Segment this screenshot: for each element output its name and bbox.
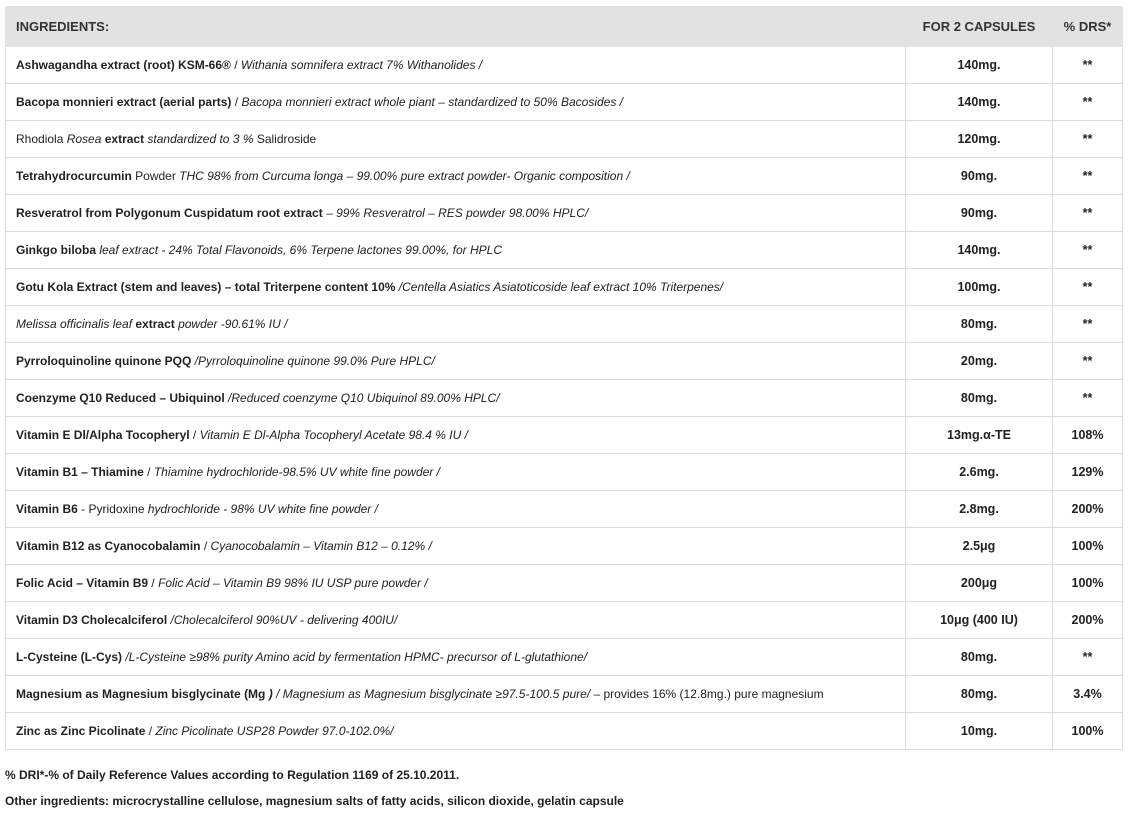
ingredient-text-part: Folic Acid – Vitamin B9 98% IU USP pure powder / [158,576,428,590]
table-row [6,380,1123,417]
ingredient-cell [6,676,906,713]
table-row [6,343,1123,380]
ingredient-text-part: Rhodiola [16,132,67,146]
amount-cell: 10mg. [906,713,1053,750]
ingredient-cell [6,380,906,417]
drs-cell: 200% [1053,602,1123,639]
drs-cell: 100% [1053,528,1123,565]
ingredient-text-part: Ashwagandha extract (root) KSM-66® [16,58,231,72]
ingredient-text-part: Ginkgo biloba [16,243,96,257]
ingredients-table [5,6,1123,750]
amount-cell: 90mg. [906,195,1053,232]
table-row [6,84,1123,121]
header-ingredients: INGREDIENTS: [6,7,906,47]
amount-cell: 80mg. [906,676,1053,713]
ingredients-table-container [5,6,1122,750]
footnote-other-ingredients: Other ingredients: microcrystalline cellulose, magnesium salts of fatty acids, silicon dioxide, gelatin capsule [5,794,624,808]
ingredient-text-part: / [230,58,241,72]
ingredient-cell [6,232,906,269]
amount-cell: 2.6mg. [906,454,1053,491]
drs-cell: ** [1053,306,1123,343]
drs-cell: 200% [1053,491,1123,528]
ingredient-text-part: extract [101,132,145,146]
amount-cell: 10μg (400 IU) [906,602,1053,639]
amount-cell: 80mg. [906,639,1053,676]
drs-cell: ** [1053,47,1123,84]
ingredient-text-part: Vitamin B12 as Cyanocobalamin [16,539,201,553]
ingredient-cell [6,602,906,639]
ingredient-text-part: / [200,539,211,553]
table-row [6,454,1123,491]
ingredient-text-part: Zinc Picolinate USP28 Powder 97.0-102.0%/ [155,724,394,738]
ingredient-text-part: / [148,576,159,590]
amount-cell: 140mg. [906,84,1053,121]
drs-cell: ** [1053,121,1123,158]
amount-cell: 100mg. [906,269,1053,306]
table-row [6,602,1123,639]
ingredient-text-part: Pyrroloquinoline quinone PQQ [16,354,192,368]
ingredient-text-part: Vitamin B6 [16,502,78,516]
ingredient-text-part: /Reduced coenzyme Q10 Ubiquinol 89.00% HPLC/ [224,391,500,405]
ingredient-cell [6,269,906,306]
ingredient-text-part: Folic Acid – Vitamin B9 [16,576,149,590]
ingredient-text-part: extract [132,317,175,331]
ingredient-text-part: - Pyridoxine [77,502,148,516]
ingredient-text-part: Melissa officinalis leaf [16,317,133,331]
ingredient-cell [6,158,906,195]
ingredient-text-part: – provides 16% (12.8mg.) pure magnesium [590,687,824,701]
ingredient-text-part: Vitamin B1 – Thiamine [16,465,144,479]
ingredient-text-part: THC 98% from Curcuma longa – 99.00% pure extract powder- Organic composition / [179,169,630,183]
ingredient-text-part: Withania somnifera extract 7% Withanolides / [240,58,483,72]
amount-cell: 80mg. [906,306,1053,343]
drs-cell: ** [1053,195,1123,232]
drs-cell: ** [1053,84,1123,121]
ingredient-text-part: Magnesium as Magnesium bisglycinate (Mg [16,687,269,701]
ingredient-text-part: Cyanocobalamin – Vitamin B12 – 0.12% / [210,539,432,553]
ingredient-cell [6,491,906,528]
footnote-dri: % DRI*-% of Daily Reference Values according to Regulation 1169 of 25.10.2011. [5,768,460,782]
ingredient-text-part: standardized to 3 % [144,132,254,146]
amount-cell: 2.5μg [906,528,1053,565]
ingredient-text-part: Gotu Kola Extract (stem and leaves) – total Triterpene content 10% [16,280,396,294]
table-row [6,676,1123,713]
table-row [6,158,1123,195]
table-body [6,47,1123,750]
ingredient-text-part: powder -90.61% IU / [174,317,288,331]
table-row [6,565,1123,602]
ingredient-text-part: /Centella Asiatics Asiatoticoside leaf extract 10% Triterpenes/ [395,280,724,294]
amount-cell: 20mg. [906,343,1053,380]
amount-cell: 2.8mg. [906,491,1053,528]
table-row [6,47,1123,84]
table-row [6,713,1123,750]
drs-cell: ** [1053,269,1123,306]
amount-cell: 140mg. [906,47,1053,84]
ingredient-text-part: Tetrahydrocurcumin [16,169,132,183]
ingredient-text-part: / [189,428,200,442]
ingredient-cell [6,47,906,84]
amount-cell: 13mg.α-TE [906,417,1053,454]
amount-cell: 90mg. [906,158,1053,195]
ingredient-text-part: Vitamin E Dl-Alpha Tocopheryl Acetate 98.4 % IU / [199,428,468,442]
ingredient-text-part: Vitamin E Dl/Alpha Tocopheryl [16,428,190,442]
ingredient-cell [6,565,906,602]
table-row [6,417,1123,454]
ingredient-text-part: / [231,95,242,109]
ingredient-text-part: leaf extract - 24% Total Flavonoids, 6% Terpene lactones 99.00%, for HPLC [96,243,503,257]
ingredient-text-part: Vitamin D3 Cholecalciferol [16,613,168,627]
table-row [6,528,1123,565]
ingredient-text-part: – 99% Resveratrol – RES powder 98.00% HPLC/ [322,206,589,220]
ingredient-cell [6,343,906,380]
drs-cell: 100% [1053,713,1123,750]
amount-cell: 80mg. [906,380,1053,417]
table-row [6,121,1123,158]
header-amount: FOR 2 CAPSULES [906,7,1053,47]
header-drs: % DRS* [1053,7,1123,47]
header-row [6,7,1123,47]
ingredient-text-part: /Pyrroloquinoline quinone 99.0% Pure HPLC/ [191,354,435,368]
ingredient-text-part: Resveratrol from Polygonum Cuspidatum root extract [16,206,323,220]
table-row [6,232,1123,269]
ingredient-text-part: hydrochloride - 98% UV white fine powder / [147,502,378,516]
table-header [6,7,1123,47]
table-row [6,639,1123,676]
ingredient-text-part: /Cholecalciferol 90%UV - delivering 400IU/ [167,613,398,627]
ingredient-text-part: Powder [131,169,180,183]
table-row [6,491,1123,528]
table-row [6,195,1123,232]
ingredient-text-part: Rosea [66,132,102,146]
ingredient-text-part: Bacopa monnieri extract whole piant – standardized to 50% Bacosides / [241,95,623,109]
ingredient-cell [6,195,906,232]
drs-cell: 100% [1053,565,1123,602]
table-row [6,269,1123,306]
table-row [6,306,1123,343]
ingredient-text-part: Coenzyme Q10 Reduced – Ubiquinol [16,391,225,405]
ingredient-cell [6,713,906,750]
ingredient-text-part: ) [268,687,273,701]
ingredient-cell [6,84,906,121]
drs-cell: ** [1053,343,1123,380]
ingredient-text-part: /L-Cysteine ≥98% purity Amino acid by fermentation HPMC- precursor of L-glutathione/ [122,650,588,664]
ingredient-cell [6,639,906,676]
ingredient-cell [6,528,906,565]
ingredient-cell [6,121,906,158]
drs-cell: 3.4% [1053,676,1123,713]
ingredient-cell [6,417,906,454]
drs-cell: ** [1053,158,1123,195]
drs-cell: 108% [1053,417,1123,454]
ingredient-text-part: Zinc as Zinc Picolinate [16,724,146,738]
drs-cell: ** [1053,380,1123,417]
ingredient-text-part: Salidroside [253,132,317,146]
drs-cell: ** [1053,232,1123,269]
amount-cell: 140mg. [906,232,1053,269]
ingredient-text-part: / [145,724,156,738]
ingredient-text-part: L-Cysteine (L-Cys) [16,650,123,664]
amount-cell: 120mg. [906,121,1053,158]
ingredient-cell [6,454,906,491]
ingredient-text-part: Thiamine hydrochloride-98.5% UV white fine powder / [153,465,440,479]
drs-cell: 129% [1053,454,1123,491]
ingredient-text-part: Bacopa monnieri extract (aerial parts) [16,95,232,109]
ingredient-text-part: / Magnesium as Magnesium bisglycinate ≥97.5-100.5 pure/ [272,687,591,701]
ingredient-cell [6,306,906,343]
drs-cell: ** [1053,639,1123,676]
ingredient-text-part: / [143,465,154,479]
amount-cell: 200μg [906,565,1053,602]
